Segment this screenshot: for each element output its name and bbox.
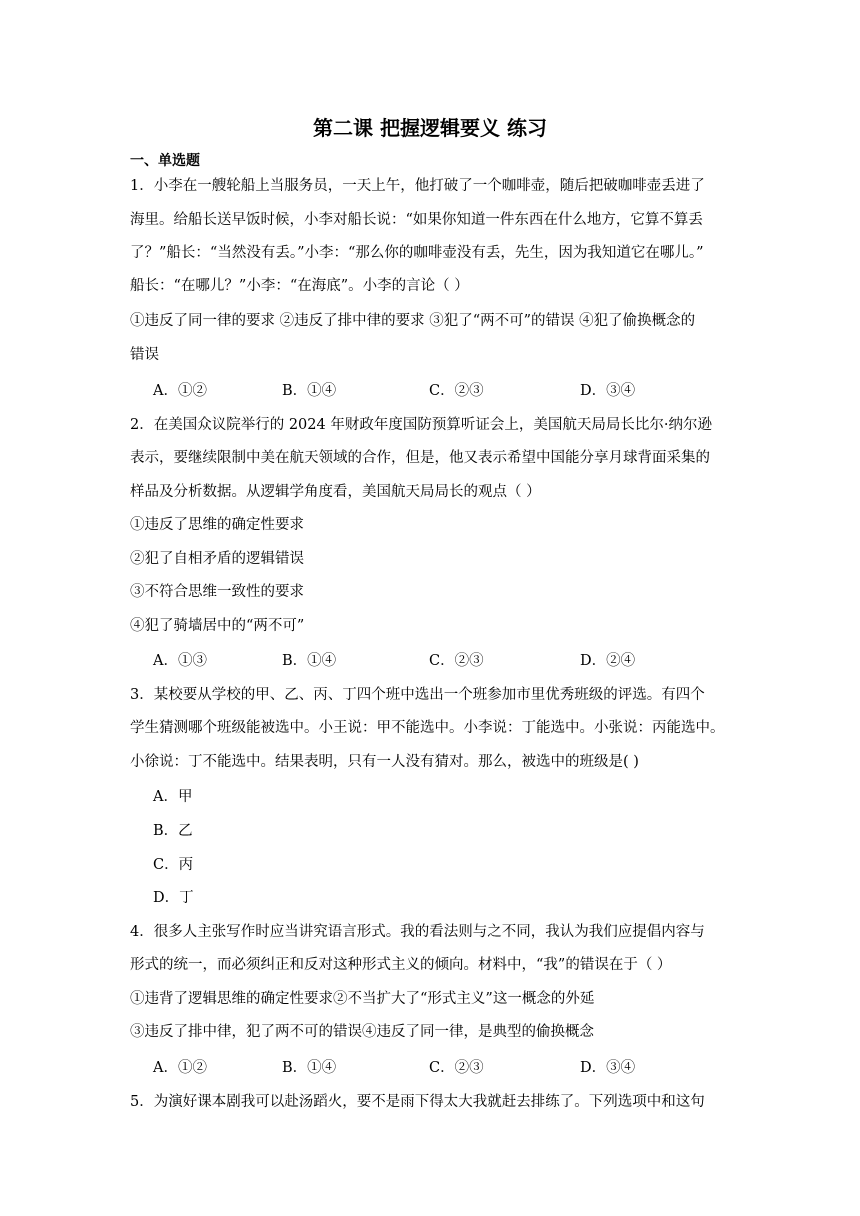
question-text-line: 海里。给船长送早饭时候，小李对船长说：“如果你知道一件东西在什么地方，它算不算丢 xyxy=(130,212,703,228)
question-text-line: 5．为演好课本剧我可以赴汤蹈火，要不是雨下得太大我就赶去排练了。下列选项中和这句 xyxy=(130,1094,705,1110)
question-text-line: 形式的统一，而必须纠正和反对这种形式主义的倾向。材料中，“我”的错误在于（ ） xyxy=(130,957,672,973)
question-text-line: ③不符合思维一致性的要求 xyxy=(130,584,304,600)
question-text-line: 3．某校要从学校的甲、乙、丙、丁四个班中选出一个班参加市里优秀班级的评选。有四个 xyxy=(130,687,705,703)
answer-option-b: B．①④ xyxy=(282,383,337,399)
question-text-line: ④犯了骑墙居中的“两不可” xyxy=(130,618,305,634)
answer-option-c: C．②③ xyxy=(429,383,484,399)
section-heading: 一、单选题 xyxy=(130,153,200,169)
answer-option-d: D．②④ xyxy=(580,653,636,669)
question-text-line: ①违背了逻辑思维的确定性要求②不当扩大了“形式主义”这一概念的外延 xyxy=(130,991,595,1007)
question-text-line: 样品及分析数据。从逻辑学角度看，美国航天局局长的观点（ ） xyxy=(130,484,541,500)
question-text-line: ①违反了同一律的要求 ②违反了排中律的要求 ③犯了“两不可”的错误 ④犯了偷换概念的 xyxy=(130,313,696,329)
page-title: 第二课 把握逻辑要义 练习 xyxy=(313,116,547,140)
answer-option-a: A．①② xyxy=(153,1060,207,1076)
answer-option-a: A．①② xyxy=(153,383,207,399)
question-text-line: 了？”船长：“当然没有丢。”小李：“那么你的咖啡壶没有丢，先生，因为我知道它在哪儿。” xyxy=(130,245,704,261)
answer-option-c: C．丙 xyxy=(153,857,194,873)
answer-option-b: B．①④ xyxy=(282,653,337,669)
question-text-line: 表示，要继续限制中美在航天领域的合作，但是，他又表示希望中国能分享月球背面采集的 xyxy=(130,450,710,466)
question-text-line: 4．很多人主张写作时应当讲究语言形式。我的看法则与之不同，我认为我们应提倡内容与 xyxy=(130,924,705,940)
answer-option-c: C．②③ xyxy=(429,1060,484,1076)
question-text-line: 小徐说：丁不能选中。结果表明，只有一人没有猜对。那么，被选中的班级是( ) xyxy=(130,754,639,770)
question-text-line: 船长：“在哪儿？”小李：“在海底”。小李的言论（ ） xyxy=(130,278,469,294)
answer-option-a: A．①③ xyxy=(153,653,207,669)
question-text-line: 2．在美国众议院举行的 2024 年财政年度国防预算听证会上，美国航天局局长比尔·纳尔逊 xyxy=(130,417,712,433)
answer-option-b: B．乙 xyxy=(153,823,193,839)
answer-option-a: A．甲 xyxy=(153,789,193,805)
question-text-line: 学生猜测哪个班级能被选中。小王说：甲不能选中。小李说：丁能选中。小张说：丙能选中。 xyxy=(130,720,725,736)
answer-option-d: D．丁 xyxy=(153,890,194,906)
question-text-line: ①违反了思维的确定性要求 xyxy=(130,517,304,533)
question-text-line: ②犯了自相矛盾的逻辑错误 xyxy=(130,551,304,567)
question-text-line: 1．小李在一艘轮船上当服务员，一天上午，他打破了一个咖啡壶，随后把破咖啡壶丢进了 xyxy=(130,178,705,194)
answer-option-d: D．③④ xyxy=(580,1060,636,1076)
answer-option-b: B．①④ xyxy=(282,1060,337,1076)
question-text-line: ③违反了排中律，犯了两不可的错误④违反了同一律，是典型的偷换概念 xyxy=(130,1024,594,1040)
question-text-line: 错误 xyxy=(130,347,159,363)
answer-option-d: D．③④ xyxy=(580,383,636,399)
answer-option-c: C．②③ xyxy=(429,653,484,669)
